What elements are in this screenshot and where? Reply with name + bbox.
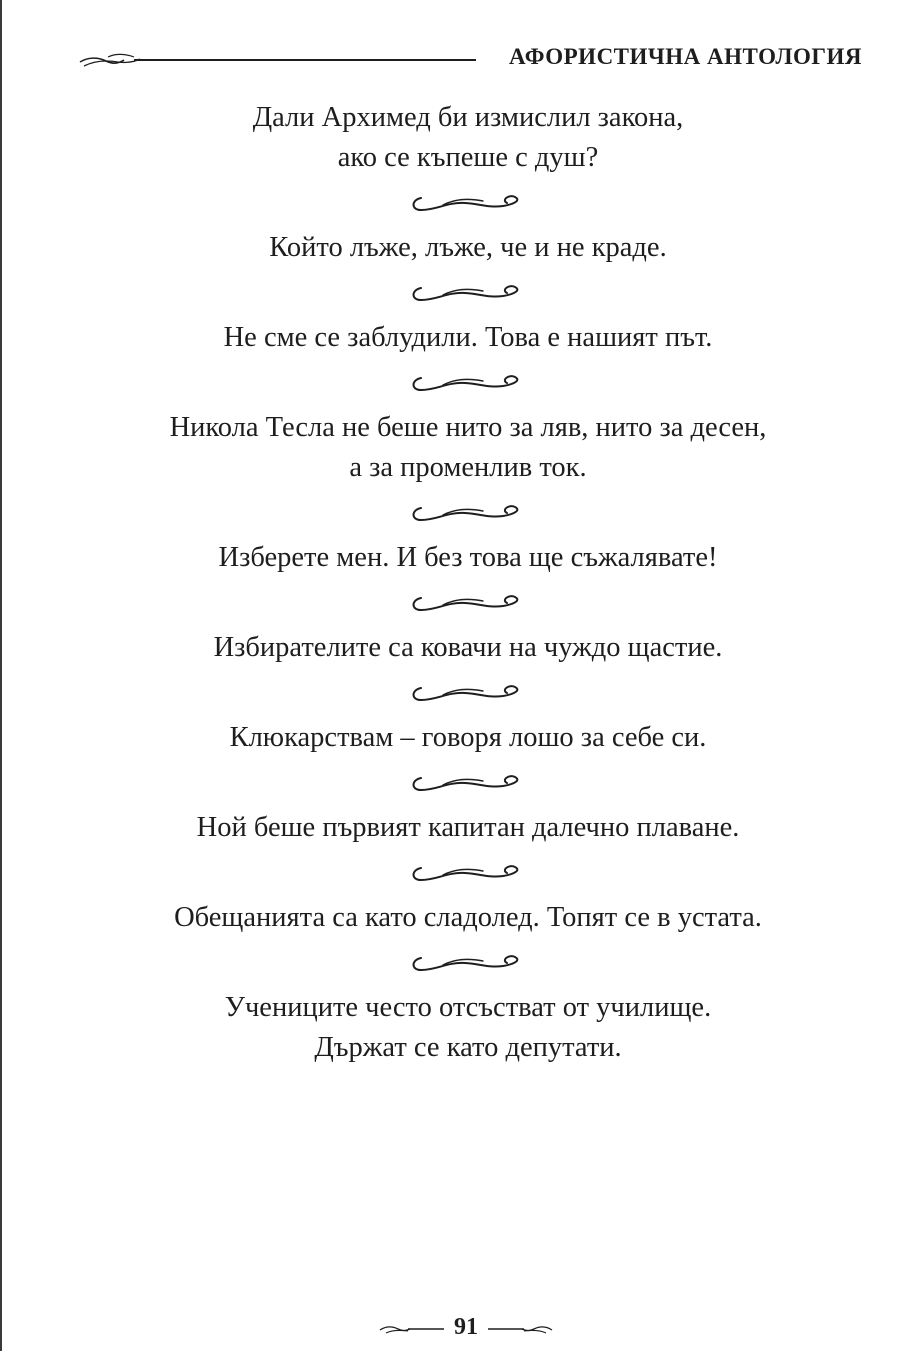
aphorism-line: Клюкарствам – говоря лошо за себе си. [229, 722, 707, 753]
aphorism-line: Дали Архимед би измислил закона, [252, 102, 684, 133]
aphorism [80, 808, 856, 848]
aphorism-list [80, 98, 856, 1068]
aphorism-line: Ной беше първият капитан далечно плаване. [196, 812, 740, 843]
page-number: 91 [454, 1314, 478, 1340]
aphorism-line: Изберете мен. И без това ще съжалявате! [218, 542, 718, 573]
footer-flourish-icon [486, 1321, 554, 1335]
aphorism-line: Който лъже, лъже, че и не краде. [269, 232, 667, 263]
footer-flourish-icon [378, 1321, 446, 1335]
aphorism-line: а за променлив ток. [349, 452, 587, 483]
page-footer [0, 1314, 902, 1346]
swirl-ornament-icon [403, 192, 533, 218]
aphorism-line: Държат се като депутати. [314, 1032, 622, 1063]
aphorism [80, 318, 856, 358]
aphorism [80, 898, 856, 938]
aphorism [80, 628, 856, 668]
aphorism [80, 988, 856, 1068]
swirl-ornament-icon [403, 502, 533, 528]
aphorism [80, 538, 856, 578]
swirl-ornament-icon [403, 592, 533, 618]
aphorism-line: Не сме се заблудили. Това е нашият път. [223, 322, 713, 353]
aphorism-line: Учениците често отсъстват от училище. [224, 992, 712, 1023]
aphorism [80, 718, 856, 758]
swirl-ornament-icon [403, 372, 533, 398]
swirl-ornament-icon [403, 282, 533, 308]
running-header [78, 40, 864, 76]
aphorism [80, 228, 856, 268]
aphorism-line: ако се къпеше с душ? [337, 142, 599, 173]
aphorism-line: Избирателите са ковачи на чуждо щастие. [213, 632, 723, 663]
aphorism-line: Никола Тесла не беше нито за ляв, нито за десен, [169, 412, 767, 443]
aphorism [80, 408, 856, 488]
swirl-ornament-icon [403, 952, 533, 978]
aphorism-line: Обещанията са като сладолед. Топят се в устата. [174, 902, 762, 933]
swirl-ornament-icon [403, 682, 533, 708]
header-flourish-icon [78, 48, 478, 70]
swirl-ornament-icon [403, 862, 533, 888]
swirl-ornament-icon [403, 772, 533, 798]
aphorism [80, 98, 856, 178]
header-title: АФОРИСТИЧНА АНТОЛОГИЯ [509, 44, 862, 69]
page-edge [0, 0, 2, 1351]
